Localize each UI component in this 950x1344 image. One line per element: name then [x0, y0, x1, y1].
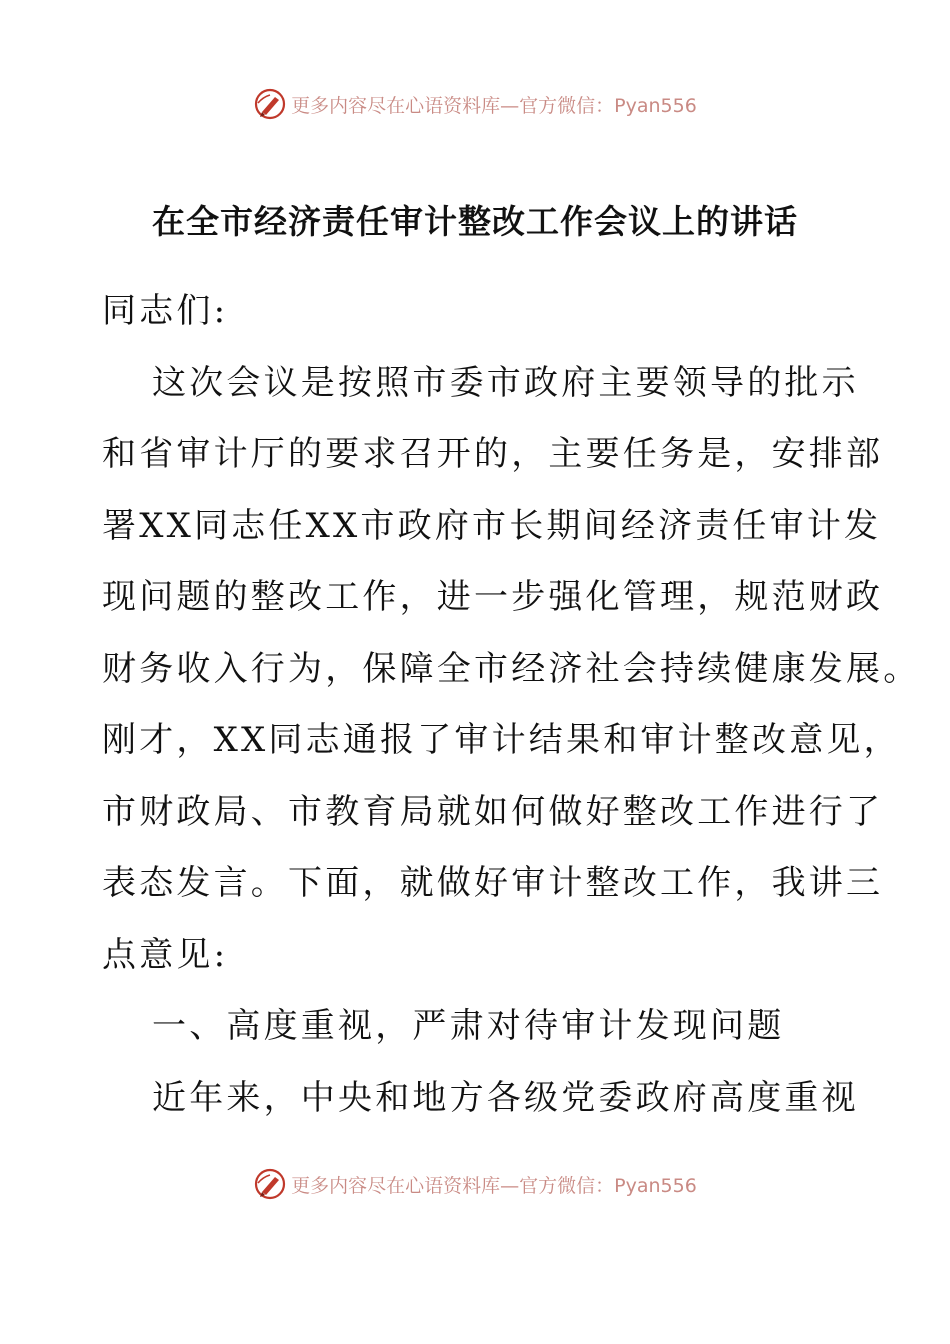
paragraph-line: 署XX同志任XX市政府市长期间经济责任审计发 [102, 505, 882, 546]
paragraph-line: 刚才，XX同志通报了审计结果和审计整改意见， [102, 720, 901, 760]
watermark-text: 更多内容尽在心语资料库—官方微信：Pyan556 [291, 1174, 697, 1197]
watermark-text: 更多内容尽在心语资料库—官方微信：Pyan556 [291, 94, 697, 117]
paragraph-line: 市财政局、市教育局就如何做好整改工作进行了 [102, 791, 884, 832]
watermark-footer [0, 1164, 950, 1204]
paragraph-line: 近年来，中央和地方各级党委政府高度重视 [152, 1077, 859, 1118]
watermark-wechat-id: Pyan556 [614, 94, 697, 117]
paragraph-line: 点意见: [102, 934, 229, 975]
paragraph-line: 表态发言。下面，就做好审计整改工作，我讲三 [102, 863, 884, 903]
document-body [102, 276, 921, 1134]
salutation-line: 同志们: [102, 291, 229, 331]
pen-logo-icon [253, 87, 287, 121]
paragraph-line: 这次会议是按照市委市政府主要领导的批示 [152, 362, 859, 403]
watermark-wechat-id: Pyan556 [614, 1174, 697, 1197]
paragraph-line: 和省审计厅的要求召开的，主要任务是，安排部 [102, 434, 884, 474]
paragraph-line: 财务收入行为，保障全市经济社会持续健康发展。 [102, 648, 921, 689]
document-title: 在全市经济责任审计整改工作会议上的讲话 [152, 202, 798, 241]
watermark-header [0, 84, 950, 124]
section-heading: 一、高度重视，严肃对待审计发现问题 [152, 1006, 785, 1046]
paragraph-line: 现问题的整改工作，进一步强化管理，规范财政 [102, 577, 884, 617]
pen-logo-icon [253, 1167, 287, 1201]
